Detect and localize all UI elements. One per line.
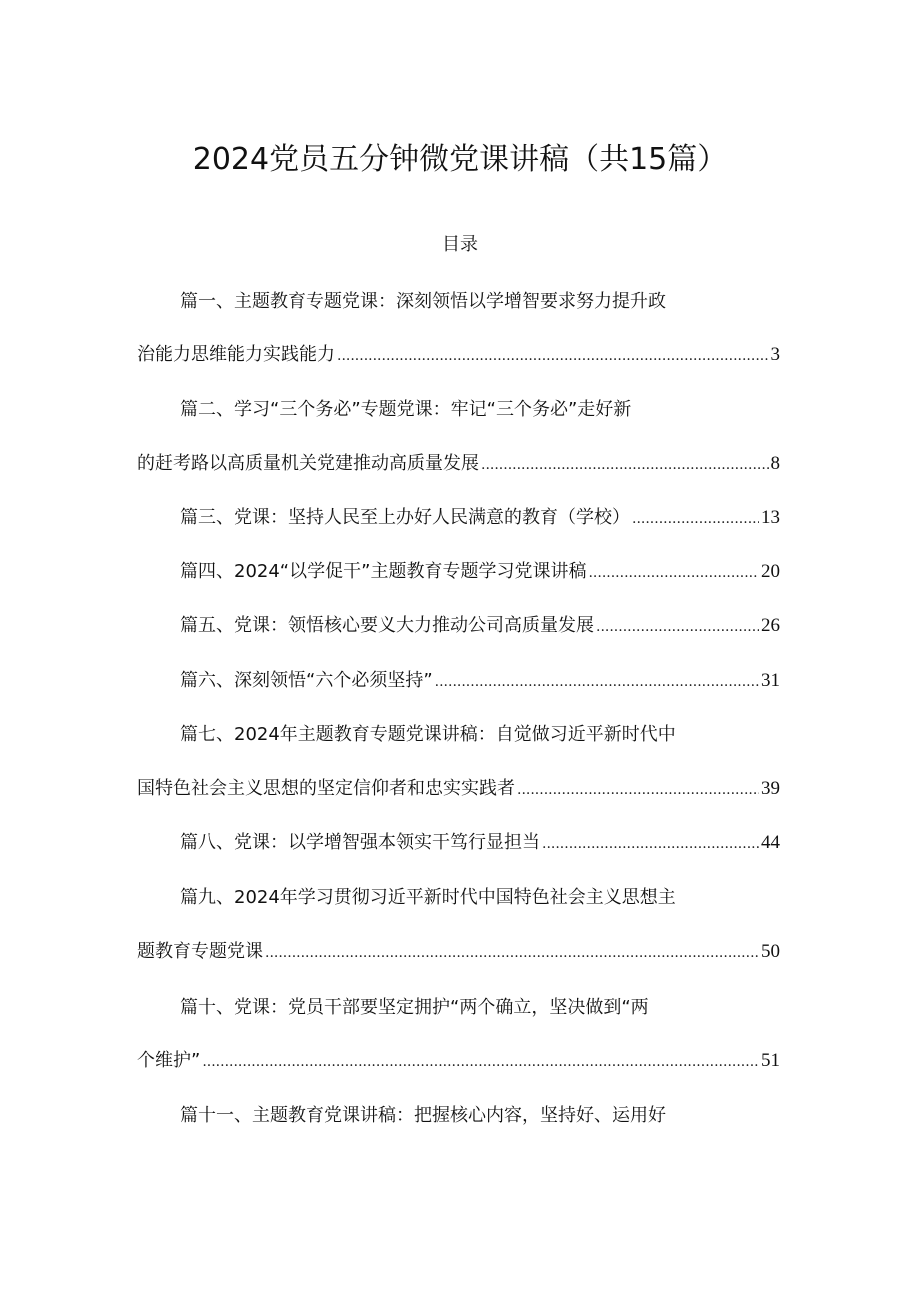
toc-entry-text: 篇二、学习“三个务必”专题党课：牢记“三个务必”走好新 <box>180 399 632 420</box>
toc-entry-text: 篇四、2024“以学促干”主题教育专题学习党课讲稿 <box>180 561 587 582</box>
toc-page-number: 8 <box>770 453 780 474</box>
toc-heading: 目录 <box>442 234 478 255</box>
toc-entry-text: 题教育专题党课 <box>137 941 263 962</box>
toc-entry-text: 篇十一、主题教育党课讲稿：把握核心内容，坚持好、运用好 <box>180 1105 666 1126</box>
toc-entry-text: 篇三、党课：坚持人民至上办好人民满意的教育（学校） <box>180 507 630 528</box>
toc-entry-2-line1[interactable] <box>180 395 780 425</box>
toc-page-number: 20 <box>761 561 780 582</box>
toc-entry-9-line1[interactable] <box>180 883 780 913</box>
dot-leader <box>202 1047 759 1077</box>
dot-leader <box>596 612 759 642</box>
toc-entry-text: 篇十、党课：党员干部要坚定拥护“两个确立，坚决做到“两 <box>180 997 649 1018</box>
toc-page-number: 50 <box>761 941 780 962</box>
toc-entry-6[interactable] <box>180 666 780 696</box>
toc-entry-text: 个维护” <box>137 1050 201 1071</box>
toc-page-number: 13 <box>761 507 780 528</box>
dot-leader <box>632 504 759 534</box>
toc-page-number: 31 <box>761 670 780 691</box>
toc-entry-3[interactable] <box>180 503 780 533</box>
toc-entry-10-line1[interactable] <box>180 993 780 1023</box>
dot-leader <box>265 938 759 968</box>
toc-entry-text: 治能力思维能力实践能力 <box>137 344 335 365</box>
toc-entry-2-line2[interactable] <box>137 449 780 479</box>
toc-entry-4[interactable] <box>180 557 780 587</box>
toc-entry-9-line2[interactable] <box>137 937 780 967</box>
dot-leader <box>337 341 769 371</box>
toc-entry-1-line1[interactable] <box>180 287 780 317</box>
toc-entry-text: 国特色社会主义思想的坚定信仰者和忠实实践者 <box>137 778 515 799</box>
toc-entry-8[interactable] <box>180 828 780 858</box>
toc-entry-10-line2[interactable] <box>137 1046 780 1076</box>
toc-entry-text: 的赶考路以高质量机关党建推动高质量发展 <box>137 453 479 474</box>
dot-leader <box>435 667 759 697</box>
toc-entry-7-line2[interactable] <box>137 774 780 804</box>
toc-entry-text: 篇五、党课：领悟核心要义大力推动公司高质量发展 <box>180 615 594 636</box>
toc-entry-text: 篇六、深刻领悟“六个必须坚持” <box>180 670 433 691</box>
toc-page-number: 39 <box>761 778 780 799</box>
toc-page-number: 26 <box>761 615 780 636</box>
toc-entry-text: 篇一、主题教育专题党课：深刻领悟以学增智要求努力提升政 <box>180 291 666 312</box>
toc-entry-11-line1[interactable] <box>180 1101 780 1131</box>
dot-leader <box>517 775 759 805</box>
toc-entry-text: 篇八、党课：以学增智强本领实干笃行显担当 <box>180 832 540 853</box>
dot-leader <box>542 829 759 859</box>
dot-leader <box>481 450 769 480</box>
toc-page-number: 51 <box>761 1050 780 1071</box>
toc-page-number: 3 <box>770 344 780 365</box>
dot-leader <box>588 558 759 588</box>
document-title: 2024党员五分钟微党课讲稿（共15篇） <box>192 142 728 177</box>
toc-entry-text: 篇九、2024年学习贯彻习近平新时代中国特色社会主义思想主 <box>180 887 676 908</box>
toc-entry-5[interactable] <box>180 611 780 641</box>
toc-entry-7-line1[interactable] <box>180 720 780 750</box>
toc-entry-text: 篇七、2024年主题教育专题党课讲稿：自觉做习近平新时代中 <box>180 724 676 745</box>
toc-page-number: 44 <box>761 832 780 853</box>
toc-entry-1-line2[interactable] <box>137 340 780 370</box>
